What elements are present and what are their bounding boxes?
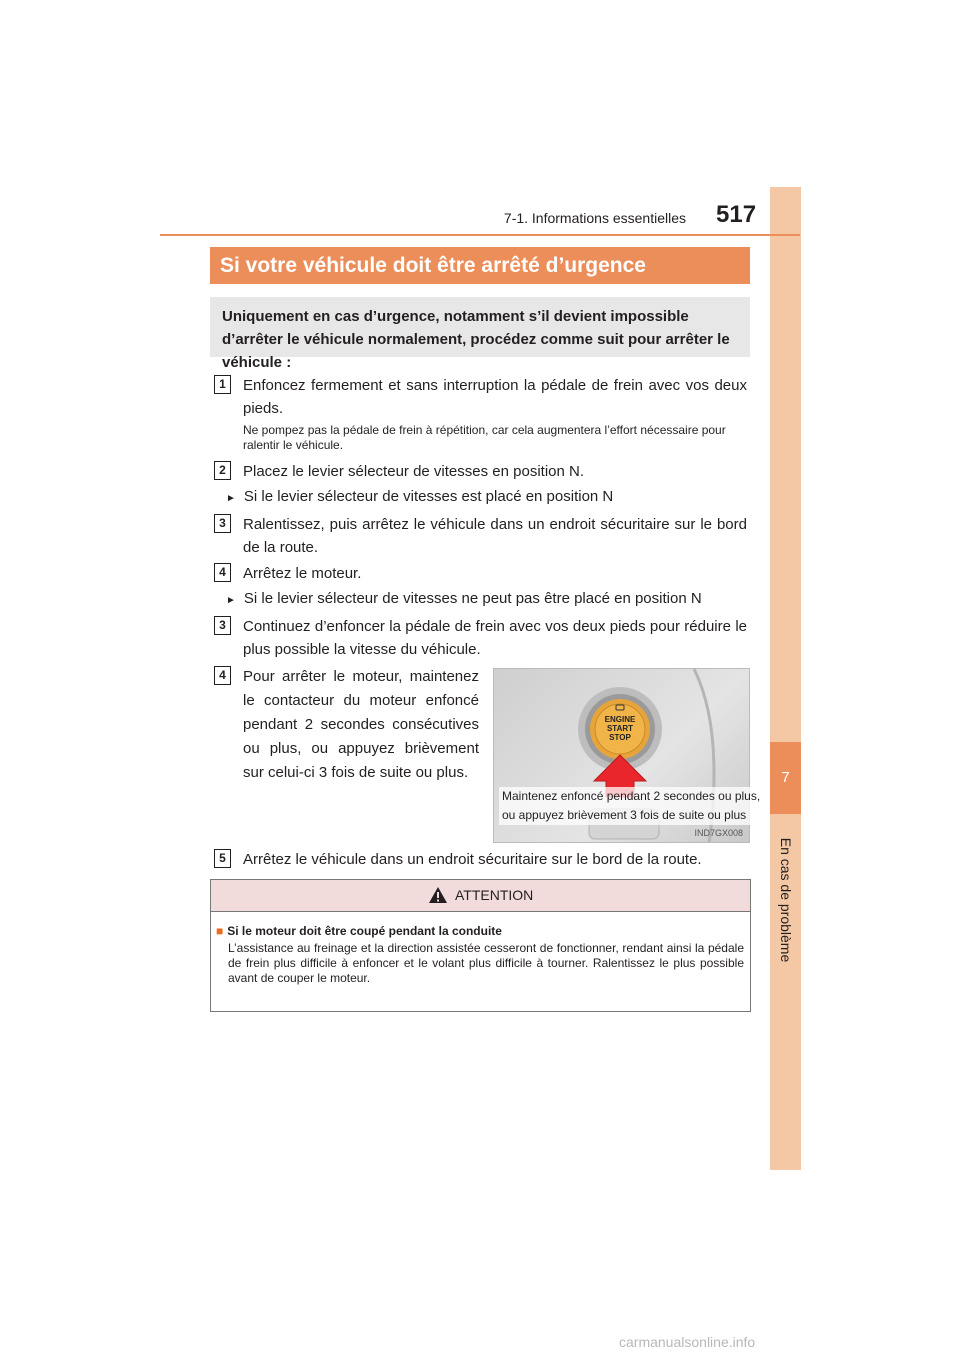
step-number: 3 [214, 616, 231, 635]
step-text: Arrêtez le moteur. [243, 565, 362, 582]
step-number: 3 [214, 514, 231, 533]
caption-line: Maintenez enfoncé pendant 2 secondes ou plus, [502, 789, 761, 803]
attention-item-label: Si le moteur doit être coupé pendant la conduite [227, 924, 502, 938]
step-text: Arrêtez le véhicule dans un endroit sécuritaire sur le bord de la route. [243, 851, 702, 868]
step-number: 2 [214, 461, 231, 480]
condition-item [226, 487, 613, 509]
square-bullet-icon: ■ [216, 924, 224, 938]
step-text: Ralentissez, puis arrêtez le véhicule dans un endroit sécuritaire sur le bord de la route. [243, 516, 747, 556]
figure-code: IND7GX008 [694, 828, 743, 838]
header-rule [160, 234, 800, 236]
step-number: 4 [214, 563, 231, 582]
button-label-line: ENGINE [604, 715, 636, 724]
page-title: Si votre véhicule doit être arrêté d’urgence [210, 247, 750, 284]
intro-box: Uniquement en cas d’urgence, notamment s’il devient impossible d’arrêter le véhicule normalement, procédez comme suit pour arrêter le véhicule : [210, 297, 750, 357]
condition-text: Si le levier sélecteur de vitesses ne peut pas être placé en position N [243, 590, 702, 607]
condition-item [226, 589, 702, 611]
watermark: carmanualsonline.info [619, 1334, 756, 1350]
page-number: 517 [716, 201, 757, 228]
warning-triangle-icon [428, 886, 448, 904]
section-heading: 7-1. Informations essentielles [503, 210, 686, 226]
button-label-line: STOP [609, 733, 631, 742]
step-number: 5 [214, 849, 231, 868]
attention-box [210, 879, 751, 1012]
step-text: Continuez d’enfoncer la pédale de frein avec vos deux pieds pour réduire le plus possible la vitesse du véhicule. [243, 618, 747, 658]
triangle-bullet-icon: ► [226, 595, 236, 606]
triangle-bullet-icon: ► [226, 493, 236, 504]
step-number: 4 [214, 666, 231, 685]
attention-item-text: L’assistance au freinage et la direction assistée cesseront de fonctionner, rendant ainsi la pédale de frein plus difficile à enfoncer et le volant plus difficile à tourner. Ralentissez le plus possible avant de couper le moteur. [228, 941, 744, 985]
attention-header [211, 880, 750, 912]
attention-item-title [216, 924, 502, 938]
figure-caption [499, 787, 763, 825]
step-number: 1 [214, 375, 231, 394]
condition-text: Si le levier sélecteur de vitesses est placé en position N [243, 488, 614, 505]
button-label-line: START [606, 724, 634, 733]
attention-title: ATTENTION [455, 887, 534, 903]
chapter-label: En cas de problème [778, 837, 794, 963]
chapter-side-strip [770, 187, 801, 1170]
chapter-number-tab: 7 [770, 742, 801, 814]
step-text: Enfoncez fermement et sans interruption la pédale de frein avec vos deux pieds. [243, 377, 747, 417]
step-text: Pour arrêter le moteur, maintenez le contacteur du moteur enfoncé pendant 2 secondes consécutives ou plus, ou appuyez brièvement sur celui-ci 3 fois de suite ou plus. [243, 668, 479, 781]
step-text: Placez le levier sélecteur de vitesses en position N. [243, 463, 585, 480]
caption-line: ou appuyez brièvement 3 fois de suite ou plus [502, 808, 747, 822]
step-note: Ne pompez pas la pédale de frein à répétition, car cela augmentera l’effort nécessaire pour ralentir le véhicule. [243, 423, 726, 452]
